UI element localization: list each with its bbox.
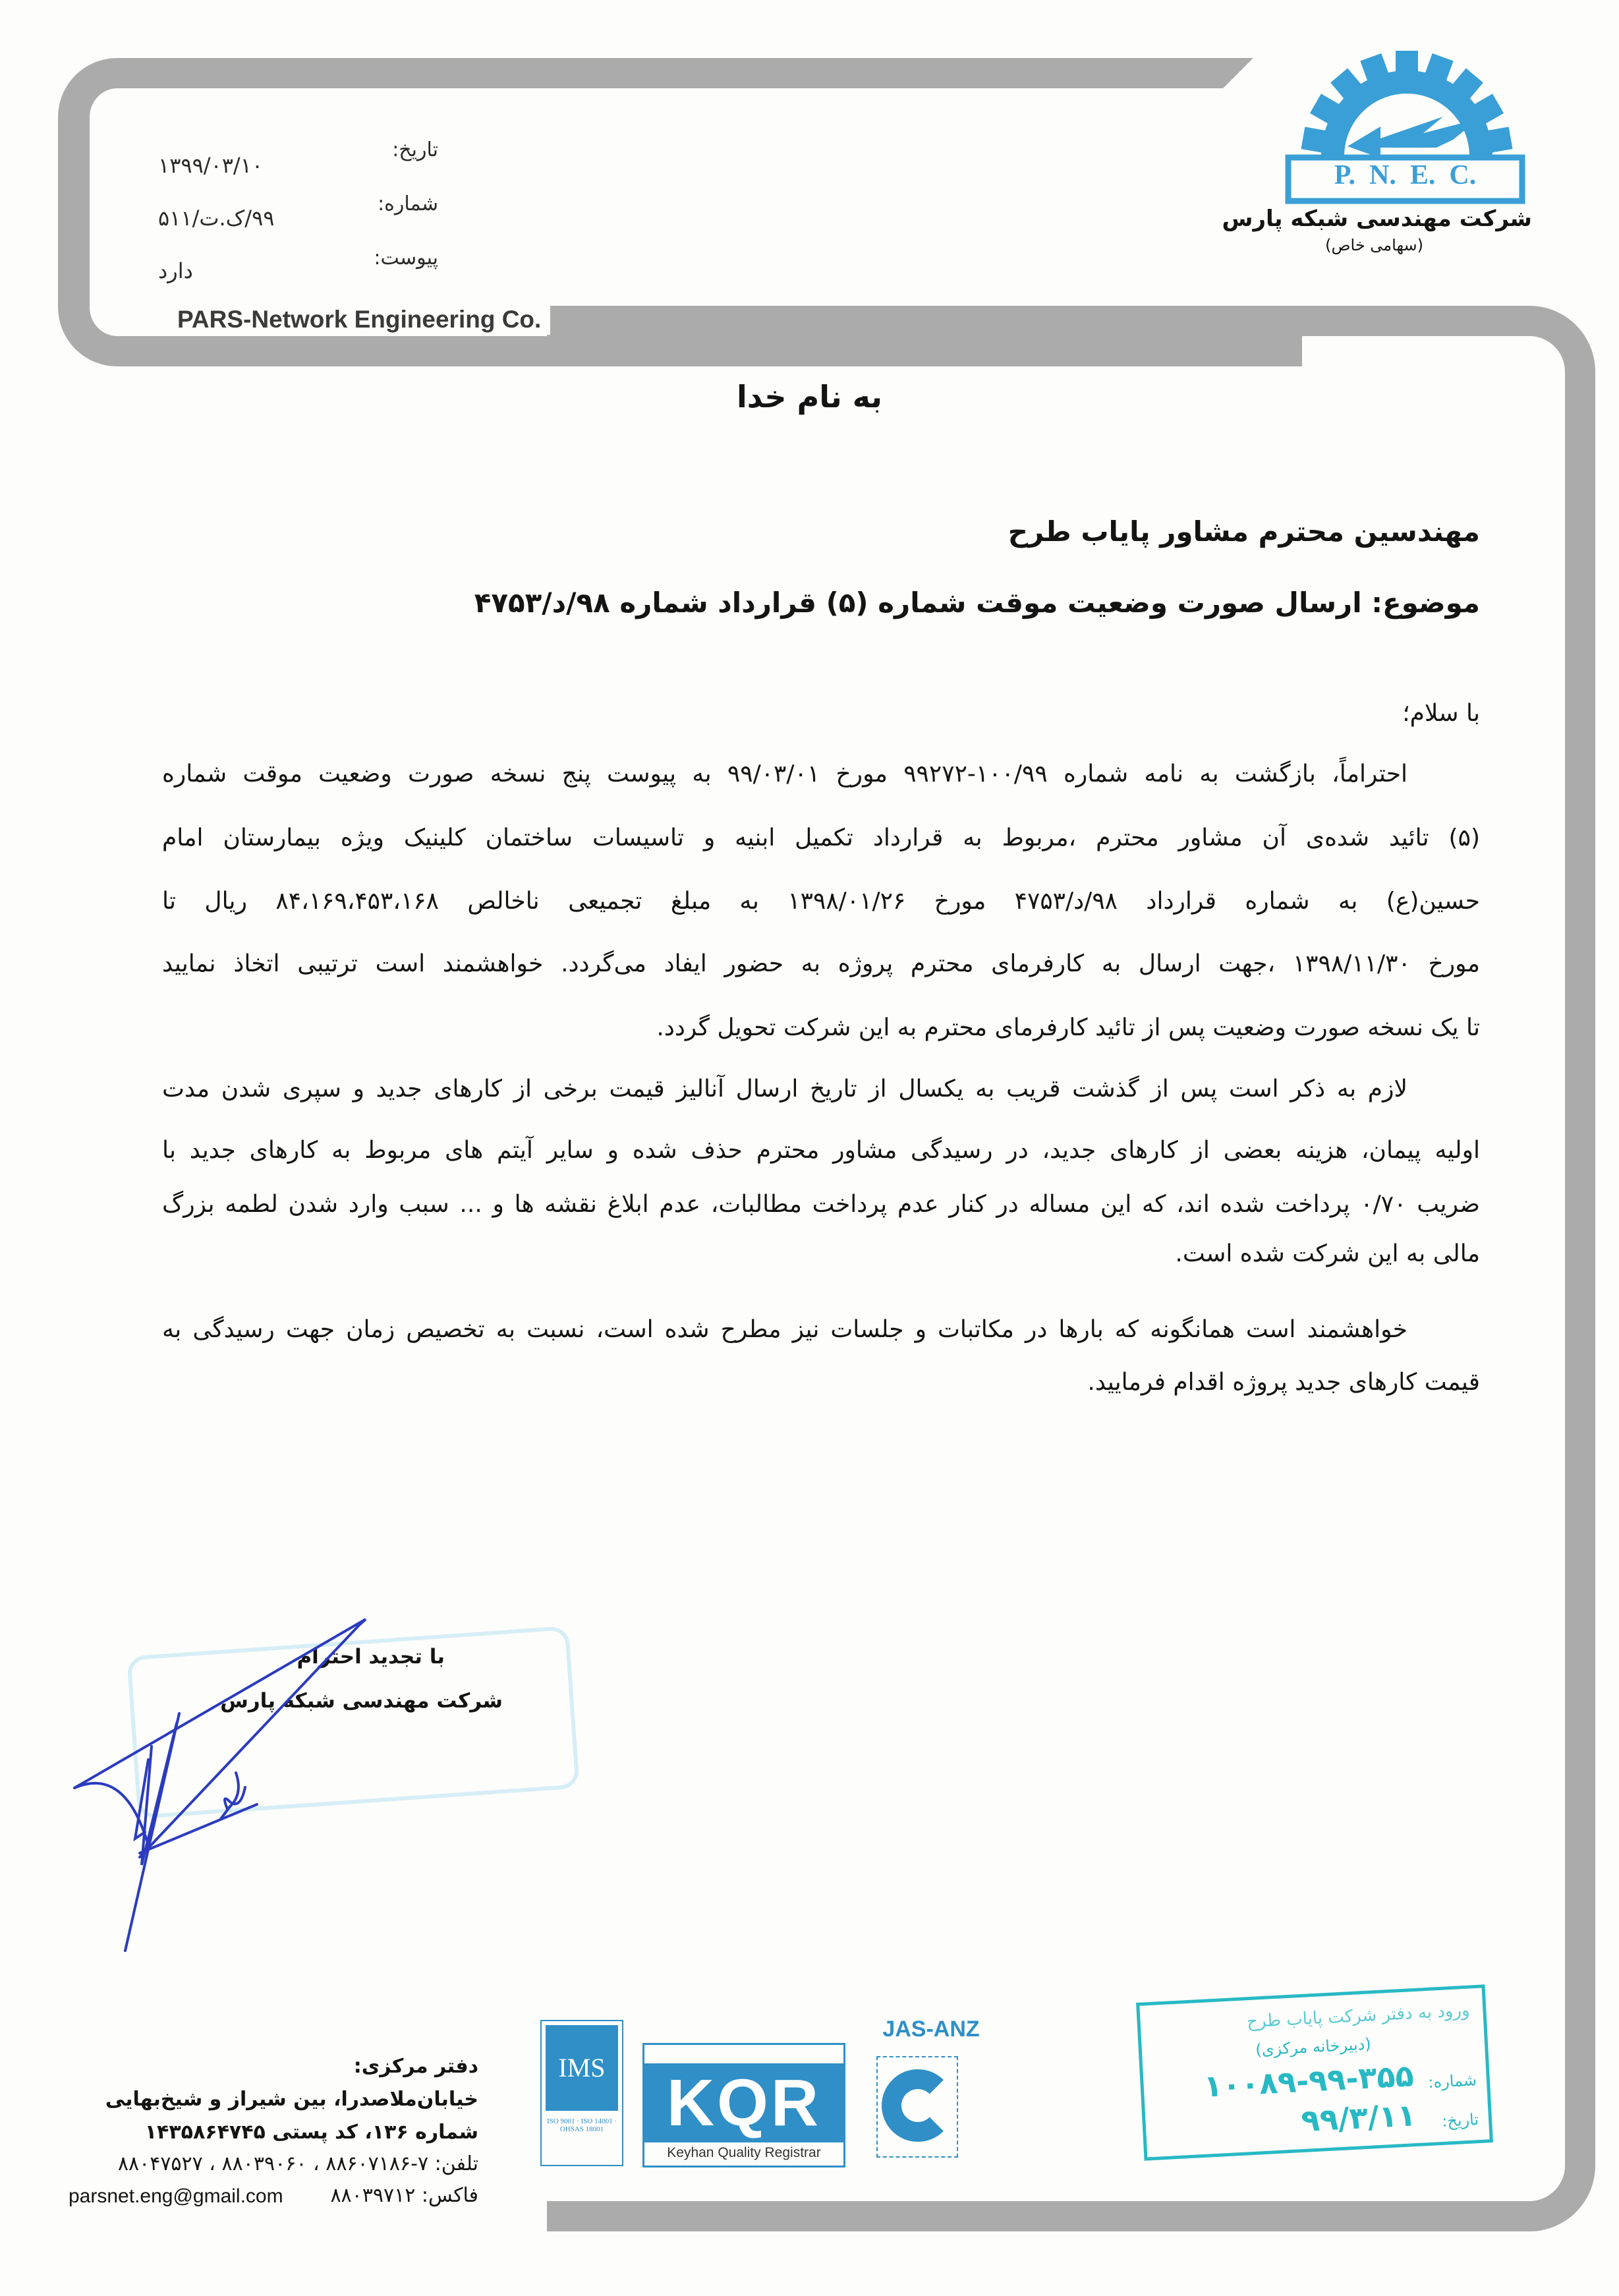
number-value: ۹۹/ک.ت/۵۱۱ [158,206,275,231]
address-line-1: خیابان‌ملاصدرا، بین شیراز و شیخ‌بهایی [105,2088,478,2111]
company-name-persian: شرکت مهندسی شبکه پارس [1222,206,1532,232]
company-logo [1222,41,1532,258]
phone: تلفن: ۷-۸۸۶۰۷۱۸۶ ، ۸۸۰۳۹۰۶۰ ، ۸۸۰۴۷۵۲۷ [117,2152,478,2175]
letter-title: به نام خدا [737,379,882,415]
email-link[interactable]: parsnet.eng@gmail.com [69,2185,283,2207]
paragraph-1-line: مورخ ۱۳۹۸/۱۱/۳۰ ،جهت ارسال به کارفرمای محترم پروژه به حضور ایفاد می‌گردد. خواهشمند است ترتیبی اتخاذ نمایید [162,950,1480,977]
paragraph-2-line: مالی به این شرکت شده است. [1175,1240,1480,1267]
subject: موضوع: ارسال صورت وضعیت موقت شماره (۵) قرارداد شماره ۹۸/د/۴۷۵۳ [474,587,1480,619]
ims-certification-logo [540,2020,623,2166]
stamp-date-label: تاریخ: [1441,2110,1479,2131]
paragraph-1-line: حسین(ع) به شماره قرارداد ۹۸/د/۴۷۵۳ مورخ ۱۳۹۸/۰۱/۲۶ به مبلغ تجمیعی ناخالص ۸۴،۱۶۹،۴۵۳،۱۶۸ ریال تا [162,888,1480,915]
jas-anz-text: JAS-ANZ [882,2017,980,2042]
paragraph-3-line: خواهشمند است همانگونه که بارها در مکاتبات و جلسات نیز مطرح شده است، نسبت به تخصیص زمان جهت رسیدگی به [162,1316,1407,1343]
company-name-english: PARS-Network Engineering Co. [168,304,550,335]
stamp-department: (دبیرخانه مرکزی) [1255,2034,1372,2059]
fax: فاکس: ۸۸۰۳۹۷۱۲ [330,2184,478,2207]
ims-logo-text: IMS [546,2025,618,2111]
ims-standards: ISO 9001 · ISO 14001 · OHSAS 18001 [546,2117,617,2133]
closing: با تجدید احترام [297,1645,445,1669]
jas-anz-c-icon [882,2069,954,2142]
stamp-date: ۹۹/۳/۱۱ [1300,2097,1417,2139]
kqr-certification-logo [642,2043,845,2167]
address-line-2: شماره ۱۳۶، کد پستی ۱۴۳۵۸۶۴۷۴۵ [144,2121,478,2144]
stamp-number: ۱۰۰۸۹-۹۹-۳۵۵ [1203,2057,1415,2104]
stamp-number-label: شماره: [1427,2071,1477,2092]
greeting: با سلام؛ [1402,700,1480,727]
signatory: شرکت مهندسی شبکه پارس [220,1689,503,1713]
stamp-header: ورود به دفتر شرکت پایاب طرح [1246,2000,1471,2032]
paragraph-1-line: احتراماً، بازگشت به نامه شماره ۱۰۰/۹۹-۹۹۲۷۲ مورخ ۹۹/۰۳/۰۱ به پیوست پنج نسخه صورت وضعیت موقت شماره [162,761,1407,788]
attachment-value: دارد [158,258,193,283]
company-type: (سهامی خاص) [1325,236,1423,254]
attachment-label: پیوست: [374,246,438,270]
paragraph-1-line: (۵) تائید شده‌ی آن مشاور محترم ،مربوط به قرارداد تکمیل ابنیه و تاسیسات ساختمان کلینیک ویژه بیمارستان امام [162,824,1480,851]
paragraph-2-line: اولیه پیمان، هزینه بعضی از کارهای جدید، در رسیدگی مشاور محترم حذف شده و سایر آیتم های مربوط به کارهای جدید با [162,1137,1480,1164]
date-value: ۱۳۹۹/۰۳/۱۰ [158,153,264,178]
kqr-caption: Keyhan Quality Registrar [667,2145,821,2160]
paragraph-2-line: ضریب ۰/۷۰ پرداخت شده اند، که این مساله در کنار عدم پرداخت مطالبات، عدم ابلاغ نقشه ها و ... سبب وارد شدن لطمه بزرگ [162,1191,1480,1218]
office-label: دفتر مرکزی: [353,2055,478,2078]
signature-icon [0,0,593,1977]
addressee: مهندسین محترم مشاور پایاب طرح [1008,515,1480,548]
logo-initials: P. N. E. C. [1334,160,1477,190]
jas-anz-logo [868,2017,994,2168]
date-label: تاریخ: [392,138,438,161]
received-stamp [1136,1984,1493,2160]
paragraph-1-line: تا یک نسخه صورت وضعیت پس از تائید کارفرمای محترم به این شرکت تحویل گردد. [656,1014,1480,1041]
paragraph-2-line: لازم به ذکر است پس از گذشت قریب به یکسال از تاریخ ارسال آنالیز قیمت برخی از کارهای جدید و سپری شدن مدت [162,1076,1407,1103]
paragraph-3-line: قیمت کارهای جدید پروژه اقدام فرمایید. [1087,1369,1480,1396]
kqr-logo-text: KQR [644,2063,843,2142]
number-label: شماره: [378,192,438,215]
